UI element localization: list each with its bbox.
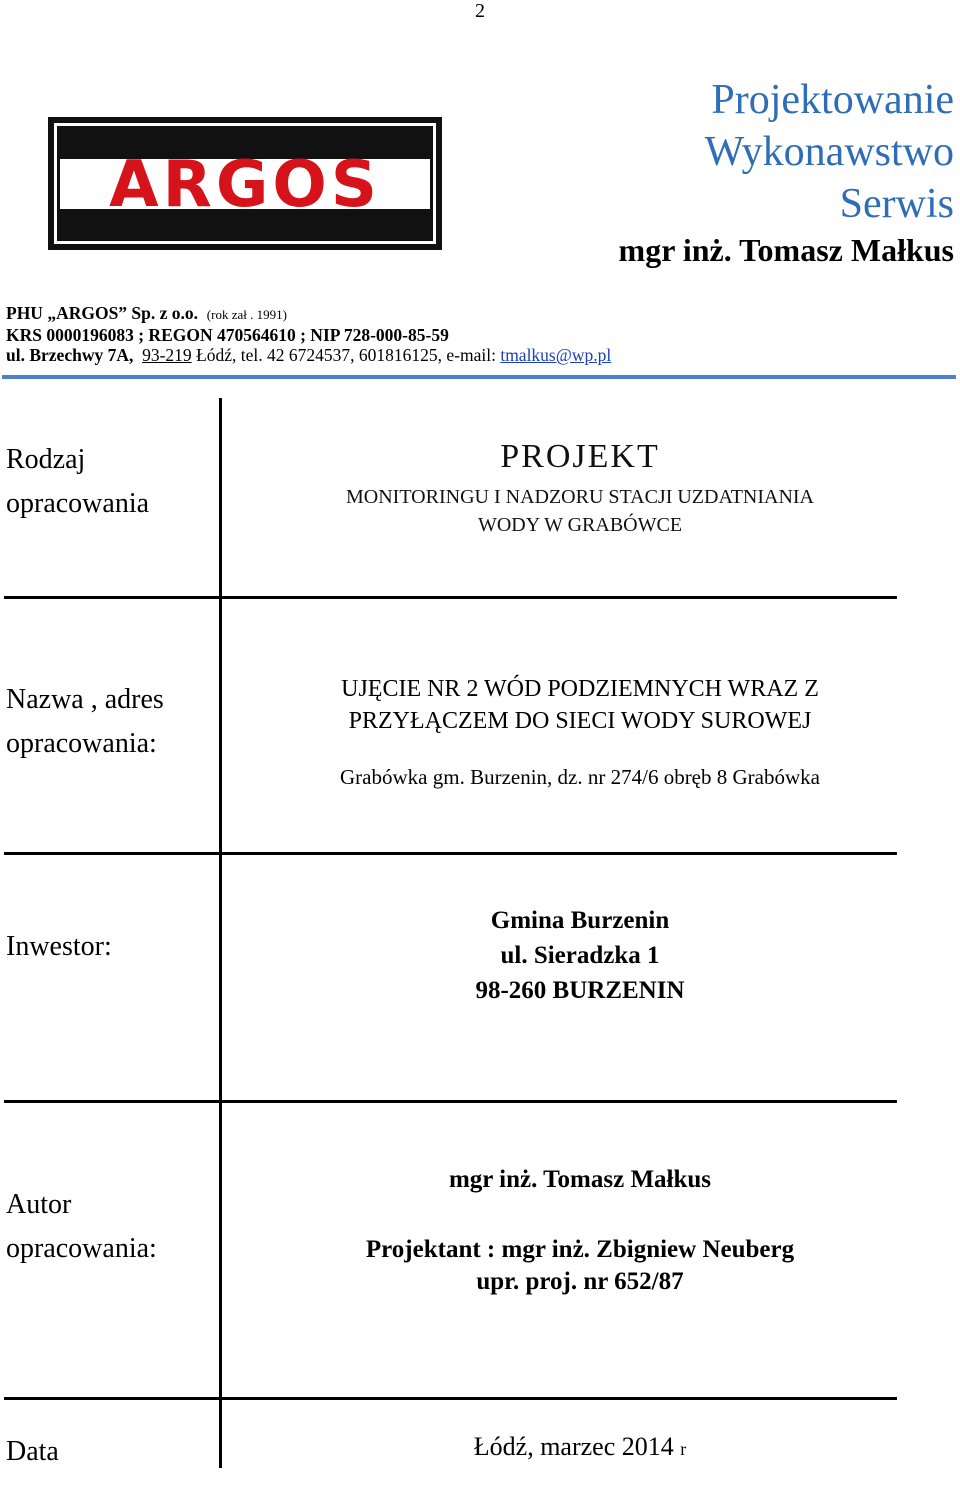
object-name-line: UJĘCIE NR 2 WÓD PODZIEMNYCH WRAZ Z <box>341 676 819 702</box>
argos-logo <box>48 117 442 250</box>
project-subtitle-line: WODY W GRABÓWCE <box>477 514 683 536</box>
column-divider <box>219 398 222 1468</box>
object-location: Grabówka gm. Burzenin, dz. nr 274/6 obręb 8 Grabówka <box>340 765 820 789</box>
company-founded: (rok zał . 1991) <box>206 307 287 322</box>
author-label-line: opracowania: <box>6 1233 157 1264</box>
project-title: PROJEKT <box>500 438 660 475</box>
type-label <box>6 438 149 526</box>
investor-details <box>240 903 920 1008</box>
object-name <box>240 673 920 737</box>
company-city-phone: Łódź, tel. 42 6724537, 601816125, e-mail: <box>196 345 496 365</box>
company-email-link[interactable]: tmalkus@wp.pl <box>500 345 612 365</box>
designer-info <box>240 1234 920 1298</box>
name-label-line: opracowania: <box>6 728 157 759</box>
investor-label: Inwestor: <box>6 931 112 962</box>
date-suffix: r <box>680 1439 687 1459</box>
service-item: Projektowanie <box>711 77 954 123</box>
section-divider <box>4 1100 897 1103</box>
author-name: mgr inż. Tomasz Małkus <box>448 1166 712 1193</box>
section-divider <box>4 596 897 599</box>
company-name-line <box>6 303 611 325</box>
type-label-line: Rodzaj <box>6 444 86 475</box>
company-info <box>6 303 611 365</box>
author-label <box>6 1183 157 1271</box>
investor-line: ul. Sieradzka 1 <box>500 942 660 969</box>
page-number: 2 <box>475 0 485 22</box>
company-street: ul. Brzechwy 7A, <box>6 345 134 365</box>
date-label: Data <box>6 1436 59 1467</box>
author-label-line: Autor <box>6 1189 72 1220</box>
designer-line: Projektant : mgr inż. Zbigniew Neuberg <box>365 1236 795 1263</box>
name-label-line: Nazwa , adres <box>6 684 164 715</box>
services-list <box>705 74 954 230</box>
name-label <box>6 678 164 766</box>
investor-line: 98-260 BURZENIN <box>475 977 685 1004</box>
designer-line: upr. proj. nr 652/87 <box>476 1268 684 1295</box>
header-author: mgr inż. Tomasz Małkus <box>618 232 954 268</box>
section-divider <box>4 1397 897 1400</box>
date-value <box>430 1432 730 1462</box>
object-name-line: PRZYŁĄCZEM DO SIECI WODY SUROWEJ <box>348 708 812 734</box>
investor-line: Gmina Burzenin <box>490 907 670 934</box>
company-name: PHU „ARGOS” Sp. z o.o. <box>6 303 199 323</box>
company-registry: KRS 0000196083 ; REGON 470564610 ; NIP 728-000-85-59 <box>6 325 449 345</box>
section-divider <box>4 852 897 855</box>
company-postcode: 93-219 <box>142 345 192 365</box>
type-label-line: opracowania <box>6 488 150 519</box>
logo-text: ARGOS <box>109 148 381 222</box>
project-subtitle <box>240 483 920 539</box>
header-rule <box>2 375 956 379</box>
company-address-line <box>6 345 611 365</box>
service-item: Serwis <box>839 181 954 227</box>
project-subtitle-line: MONITORINGU I NADZORU STACJI UZDATNIANIA <box>346 486 814 508</box>
service-item: Wykonawstwo <box>704 129 954 175</box>
date-text: Łódź, marzec 2014 <box>473 1432 674 1461</box>
